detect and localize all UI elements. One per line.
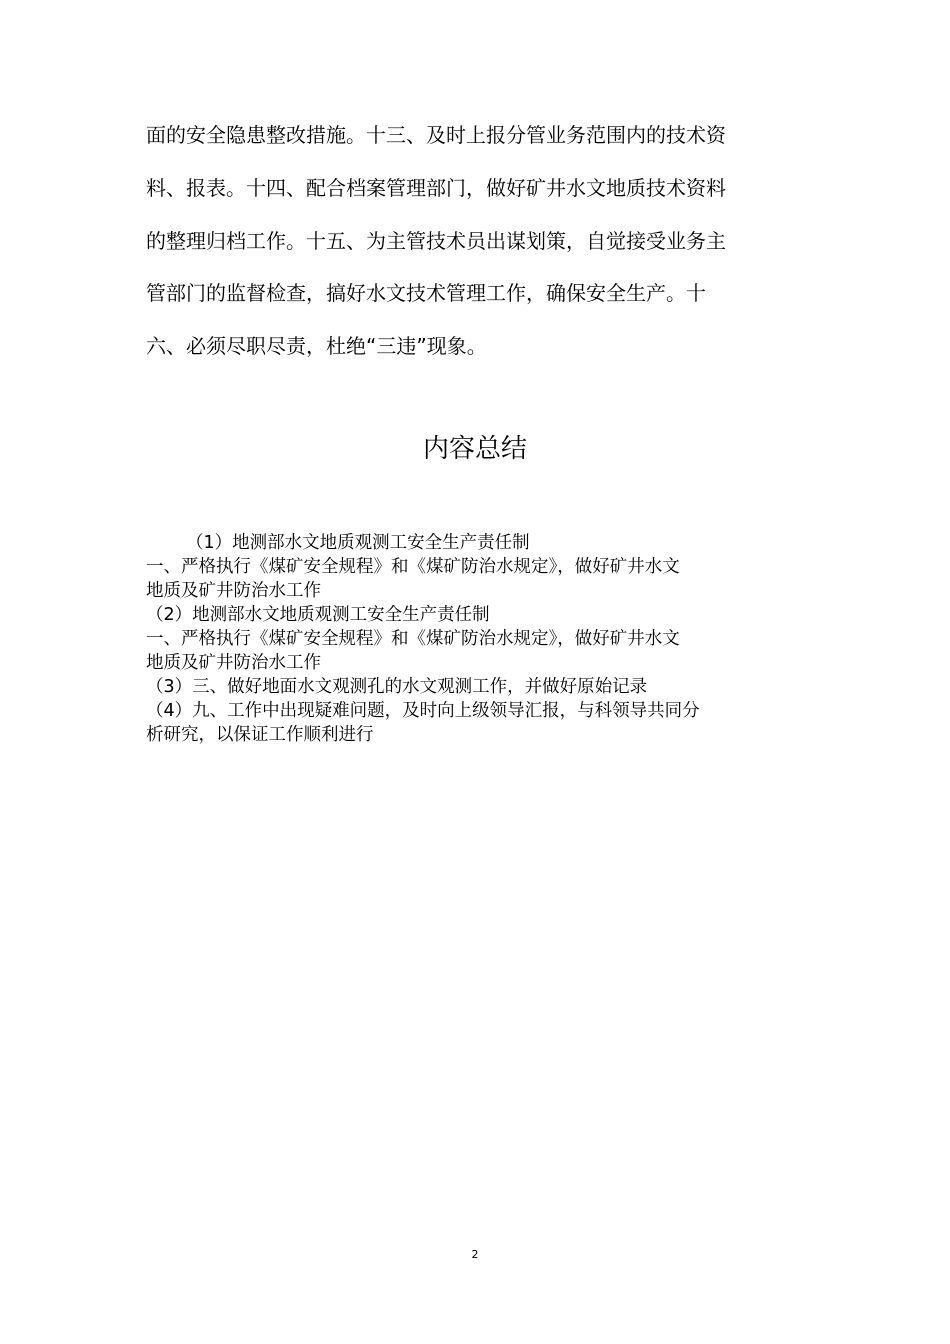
summary-line: 一、严格执行《煤矿安全规程》和《煤矿防治水规定》，做好矿井水文 xyxy=(146,629,680,649)
summary-line: （4）九、工作中出现疑难问题，及时向上级领导汇报，与科领导共同分 xyxy=(146,701,700,721)
summary-line: 一、严格执行《煤矿安全规程》和《煤矿防治水规定》，做好矿井水文 xyxy=(146,557,680,577)
summary-line: （3）三、做好地面水文观测孔的水文观测工作，并做好原始记录 xyxy=(146,677,648,697)
summary-line: 析研究，以保证工作顺利进行 xyxy=(146,725,374,745)
body-text-line: 管部门的监督检查，搞好水文技术管理工作，确保安全生产。十 xyxy=(146,281,706,305)
summary-line: （1）地测部水文地质观测工安全生产责任制 xyxy=(186,533,530,553)
body-text-line: 的整理归档工作。十五、为主管技术员出谋划策，自觉接受业务主 xyxy=(146,229,726,253)
body-text-line: 六、必须尽职尽责，杜绝“三违”现象。 xyxy=(146,334,487,358)
summary-line: 地质及矿井防治水工作 xyxy=(146,653,321,673)
page-number: 2 xyxy=(471,1248,479,1261)
body-text-line: 料、报表。十四、配合档案管理部门，做好矿井水文地质技术资料 xyxy=(146,176,726,200)
body-text-line: 面的安全隐患整改措施。十三、及时上报分管业务范围内的技术资 xyxy=(146,123,726,147)
summary-title: 内容总结 xyxy=(422,434,527,464)
summary-line: （2）地测部水文地质观测工安全生产责任制 xyxy=(146,605,490,625)
summary-line: 地质及矿井防治水工作 xyxy=(146,581,321,601)
